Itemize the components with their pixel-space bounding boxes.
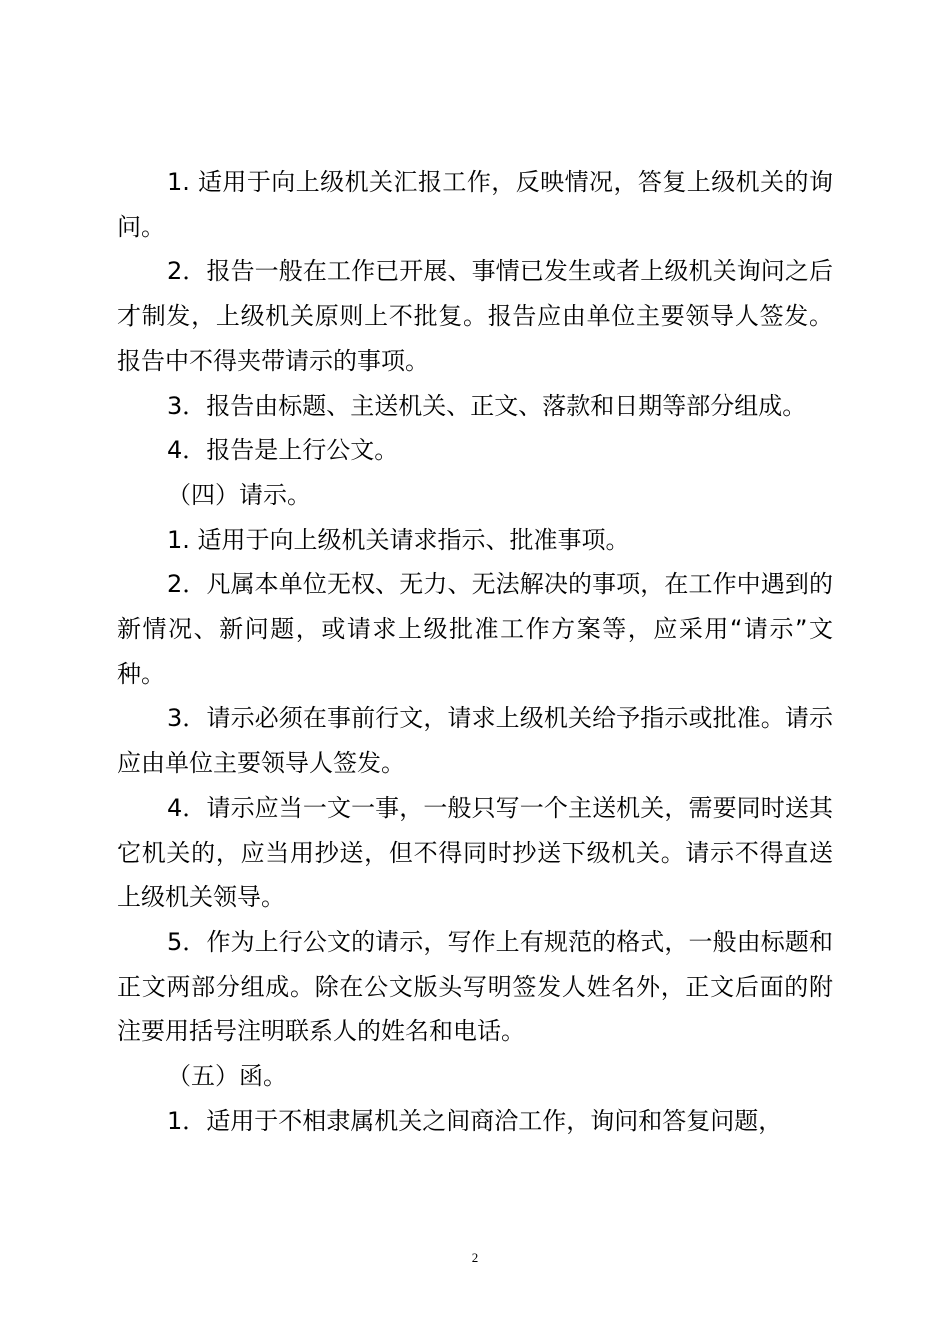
- paragraph: 2．报告一般在工作已开展、事情已发生或者上级机关询问之后才制发，上级机关原则上不批复。报告应由单位主要领导人签发。报告中不得夹带请示的事项。: [117, 257, 833, 375]
- paragraph: 4．报告是上行公文。: [167, 436, 399, 465]
- section-heading: （五）函。: [167, 1062, 287, 1091]
- body-text: [117, 160, 833, 1143]
- paragraph: 2．凡属本单位无权、无力、无法解决的事项，在工作中遇到的新情况、新问题，或请求上级批准工作方案等，应采用“请示”文种。: [117, 570, 833, 688]
- page-number: 2: [471, 1250, 479, 1265]
- paragraph: 3．请示必须在事前行文，请求上级机关给予指示或批准。请示应由单位主要领导人签发。: [117, 704, 833, 778]
- section-heading: （四）请示。: [167, 480, 311, 509]
- paragraph: 1. 适用于向上级机关请求指示、批准事项。: [167, 525, 630, 554]
- paragraph: 3．报告由标题、主送机关、正文、落款和日期等部分组成。: [167, 391, 807, 420]
- paragraph: 1．适用于不相隶属机关之间商洽工作，询问和答复问题，: [167, 1106, 783, 1135]
- paragraph: 1. 适用于向上级机关汇报工作，反映情况，答复上级机关的询问。: [117, 168, 833, 241]
- paragraph: 4．请示应当一文一事，一般只写一个主送机关，需要同时送其它机关的，应当用抄送，但不得同时抄送下级机关。请示不得直送上级机关领导。: [117, 793, 833, 912]
- paragraph: 5．作为上行公文的请示，写作上有规范的格式，一般由标题和正文两部分组成。除在公文版头写明签发人姓名外，正文后面的附注要用括号注明联系人的姓名和电话。: [117, 927, 833, 1046]
